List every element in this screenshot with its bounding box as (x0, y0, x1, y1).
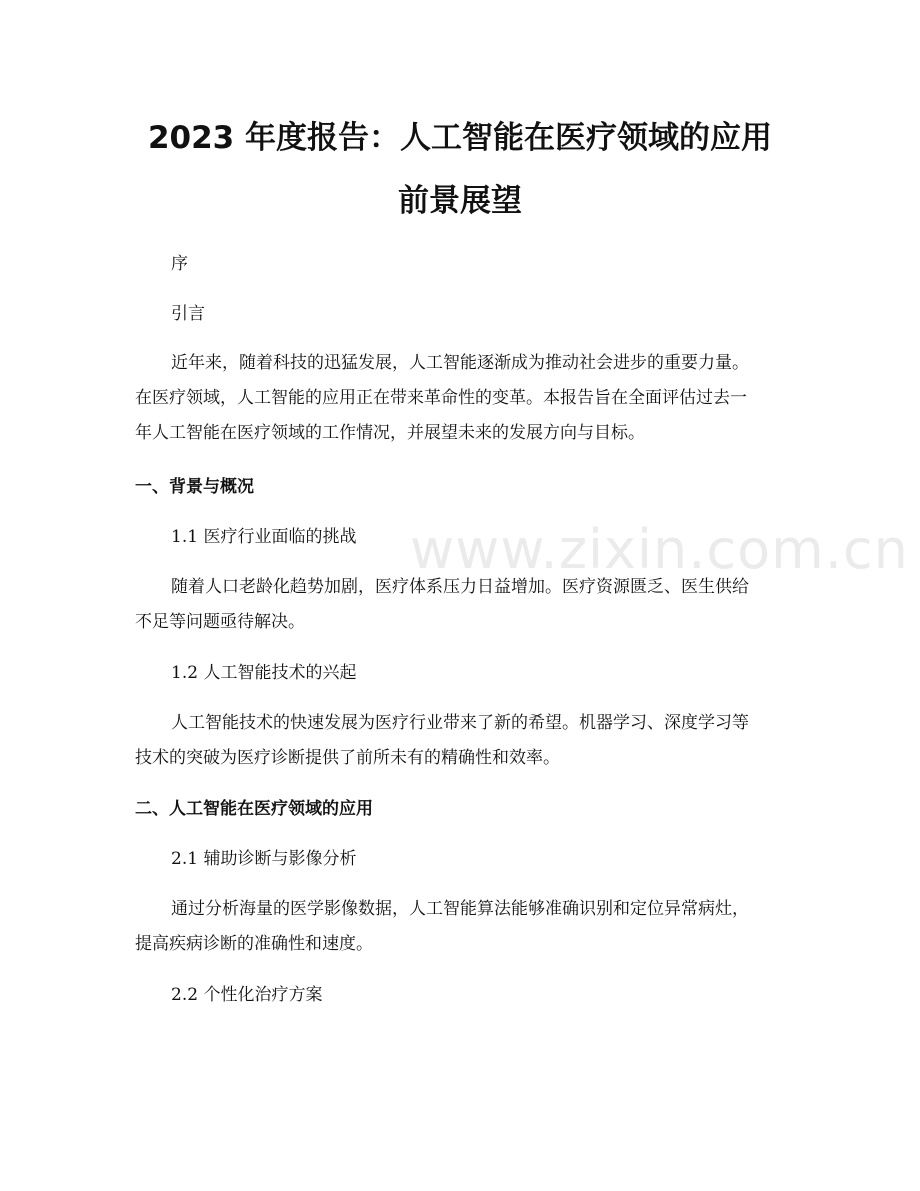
paragraph-line: 不足等问题亟待解决。 (135, 612, 305, 632)
subsection-1-1-title: 1.1 医疗行业面临的挑战 (171, 527, 357, 547)
subsection-2-1-title: 2.1 辅助诊断与影像分析 (171, 849, 357, 869)
subsection-2-2-title: 2.2 个性化治疗方案 (171, 985, 323, 1005)
section-1-heading: 一、背景与概况 (135, 477, 254, 497)
paragraph-line: 年人工智能在医疗领域的工作情况，并展望未来的发展方向与目标。 (135, 423, 645, 443)
intro-heading: 引言 (171, 304, 205, 324)
subsection-1-2-paragraph (135, 706, 795, 776)
paragraph-line: 人工智能技术的快速发展为医疗行业带来了新的希望。机器学习、深度学习等 (171, 713, 749, 733)
subsection-1-2-title: 1.2 人工智能技术的兴起 (171, 663, 357, 683)
watermark: www.zixin.com.cn (410, 518, 909, 581)
paragraph-line: 技术的突破为医疗诊断提供了前所未有的精确性和效率。 (135, 748, 560, 768)
subsection-2-1-paragraph (135, 892, 795, 962)
paragraph-line: 随着人口老龄化趋势加剧，医疗体系压力日益增加。医疗资源匮乏、医生供给 (171, 577, 749, 597)
document-title-line-2: 前景展望 (398, 183, 522, 219)
subsection-1-1-paragraph (135, 570, 795, 640)
paragraph-line: 在医疗领域，人工智能的应用正在带来革命性的变革。本报告旨在全面评估过去一 (135, 388, 747, 408)
document-title-line-1: 2023 年度报告：人工智能在医疗领域的应用 (147, 120, 773, 156)
paragraph-line: 提高疾病诊断的准确性和速度。 (135, 934, 373, 954)
section-2-heading: 二、人工智能在医疗领域的应用 (135, 799, 373, 819)
preface-label: 序 (171, 254, 188, 274)
paragraph-line: 近年来，随着科技的迅猛发展，人工智能逐渐成为推动社会进步的重要力量。 (171, 353, 749, 373)
paragraph-line: 通过分析海量的医学影像数据，人工智能算法能够准确识别和定位异常病灶， (171, 899, 749, 919)
intro-paragraph (135, 346, 795, 451)
